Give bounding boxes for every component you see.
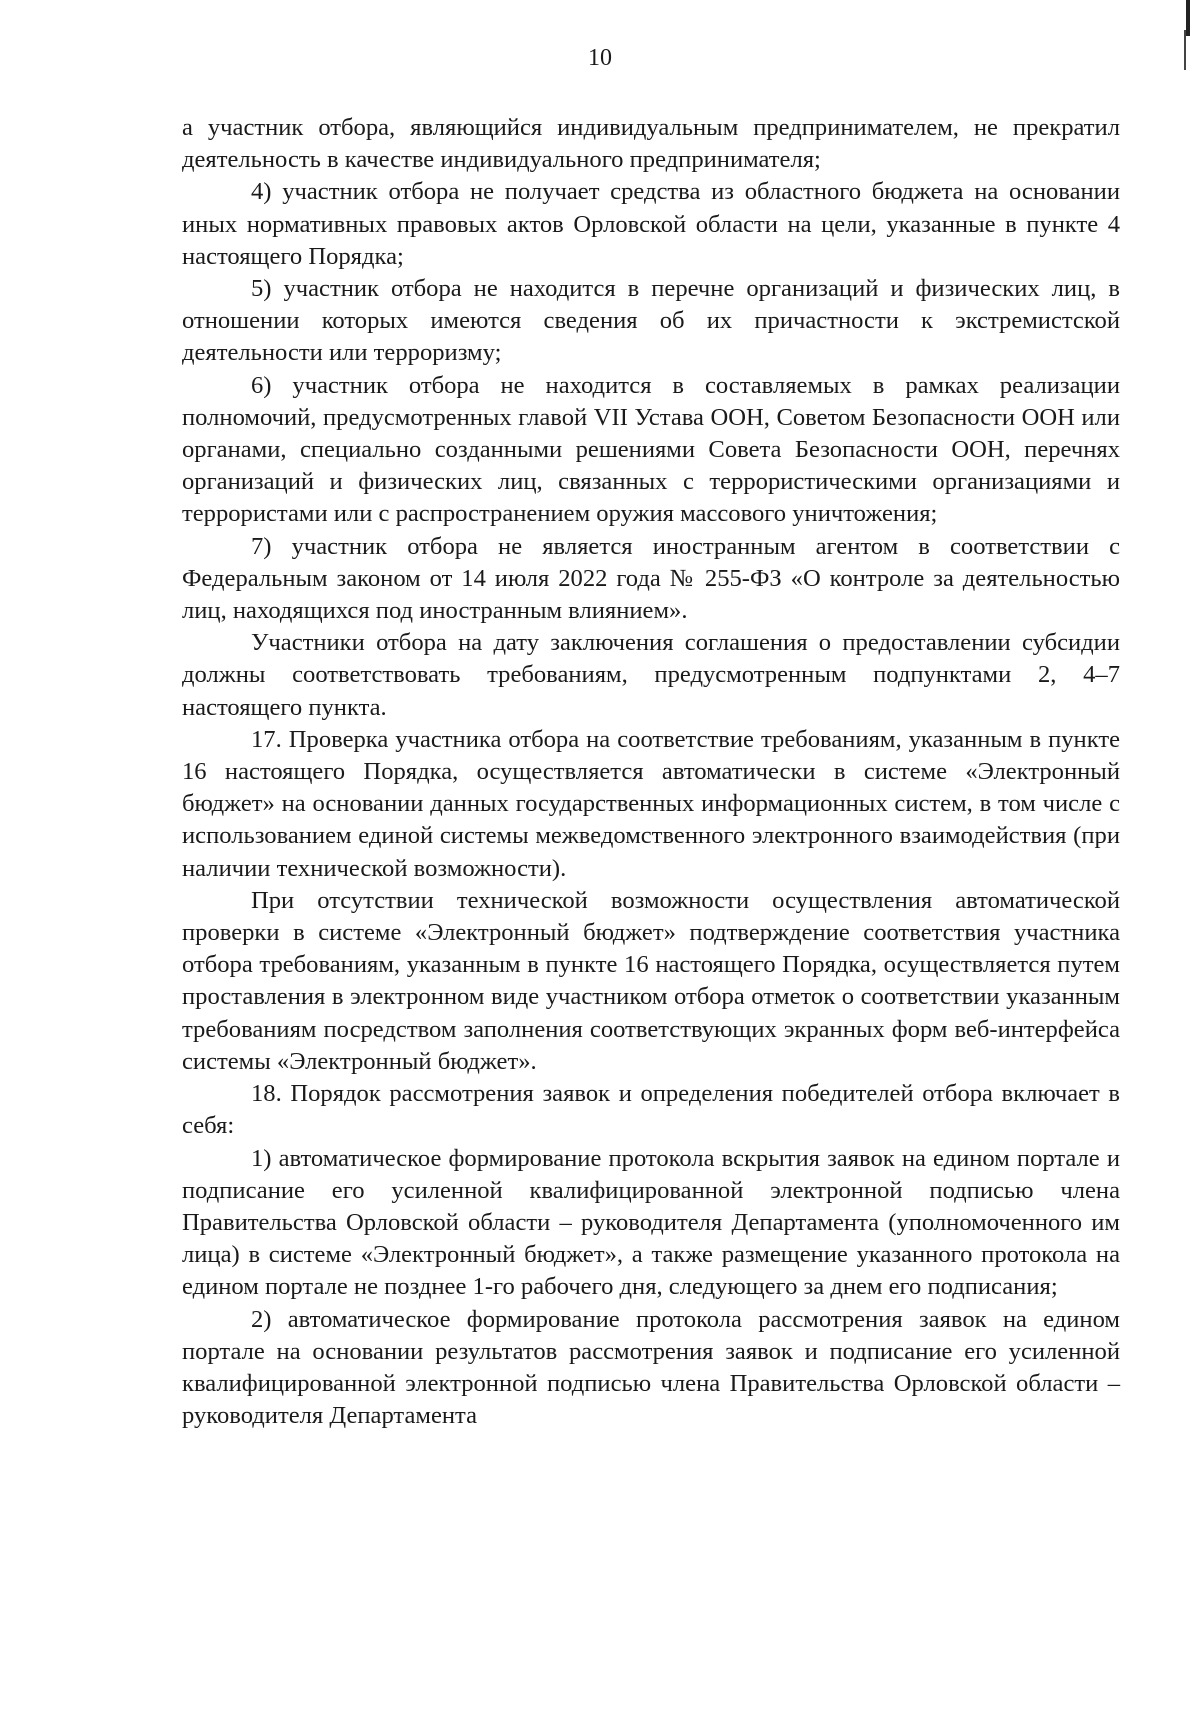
document-body [182,112,1120,1432]
paragraph-clause-18: 18. Порядок рассмотрения заявок и определения победителей отбора включает в себя: [182,1080,1120,1140]
paragraph-item-5: 5) участник отбора не находится в перечне организаций и физических лиц, в отношении которых имеются сведения об их причастности к экстремистской деятельности или терроризму; [182,275,1120,367]
paragraph-item-4: 4) участник отбора не получает средства из областного бюджета на основании иных нормативных правовых актов Орловской области на цели, указанные в пункте 4 настоящего Порядка; [182,178,1120,270]
page-number: 10 [588,45,612,71]
paragraph-no-technical-possibility: При отсутствии технической возможности осуществления автоматической проверки в системе «Электронный бюджет» подтверждение соответствия участника отбора требованиям, указанным в пункте 16 настоящего Порядка, осуществляется путем проставления в электронном виде участником отбора отметок о соответствии указанным требованиям посредством заполнения соответствующих экранных форм веб-интерфейса системы «Электронный бюджет». [182,886,1120,1075]
scan-edge-mark [1186,0,1190,36]
paragraph-item-6: 6) участник отбора не находится в составляемых в рамках реализации полномочий, предусмотренных главой VII Устава ООН, Советом Безопасности ООН или органами, специально созданными решениями Совета Безопасности ООН, перечнях организаций и физических лиц, связанных с террористическими организациями и террористами или с распространением оружия массового уничтожения; [182,371,1120,528]
paragraph-clause-18-item-2: 2) автоматическое формирование протокола рассмотрения заявок на едином портале на основании результатов рассмотрения заявок и подписание его усиленной квалифицированной электронной подписью члена Правительства Орловской области – руководителя Департамента [182,1305,1120,1430]
paragraph-item-7: 7) участник отбора не является иностранным агентом в соответствии с Федеральным законом от 14 июля 2022 года № 255-ФЗ «О контроле за деятельностью лиц, находящихся под иностранным влиянием». [182,532,1120,625]
paragraph-participants-requirements: Участники отбора на дату заключения соглашения о предоставлении субсидии должны соответствовать требованиям, предусмотренным подпунктами 2, 4–7 настоящего пункта. [182,629,1120,721]
paragraph-clause-18-item-1: 1) автоматическое формирование протокола вскрытия заявок на едином портале и подписание его усиленной квалифицированной электронной подписью члена Правительства Орловской области – руководителя Департамента (уполномоченного им лица) в системе «Электронный бюджет», а также размещение указанного протокола на едином портале не позднее 1-го рабочего дня, следующего за днем его подписания; [182,1144,1120,1301]
paragraph-clause-17: 17. Проверка участника отбора на соответствие требованиям, указанным в пункте 16 настоящего Порядка, осуществляется автоматически в системе «Электронный бюджет» на основании данных государственных информационных систем, в том числе с использованием единой системы межведомственного электронного взаимодействия (при наличии технической возможности). [182,725,1120,882]
paragraph-continuation: а участник отбора, являющийся индивидуальным предпринимателем, не прекратил деятельность в качестве индивидуального предпринимателя; [182,114,1120,174]
